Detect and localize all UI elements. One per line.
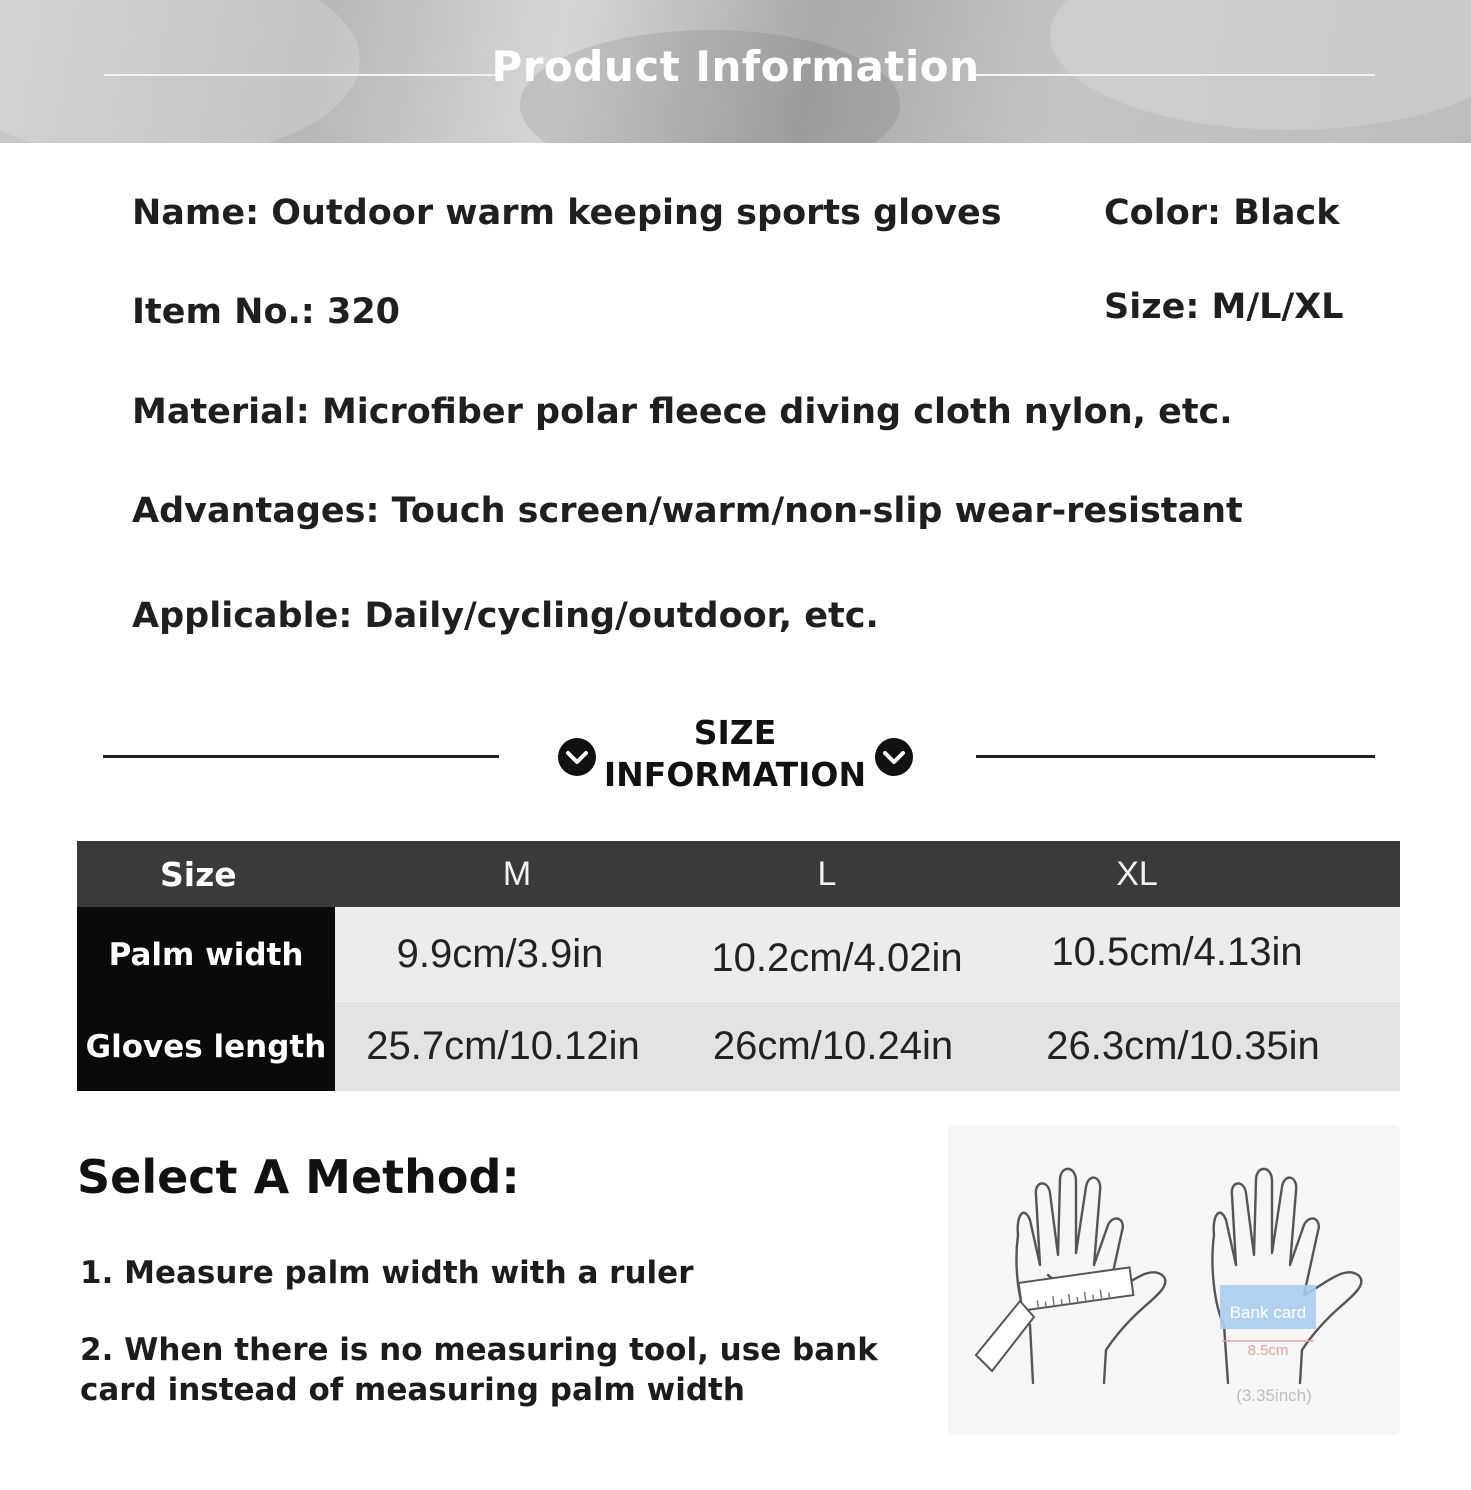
method-title: Select A Method: [77, 1150, 520, 1204]
header-title: Product Information [491, 42, 980, 91]
product-size: Size: M/L/XL [1104, 287, 1344, 327]
table-cell: 10.2cm/4.02in [711, 936, 963, 980]
table-cell: 10.5cm/4.13in [1051, 930, 1303, 974]
table-cell: 26.3cm/10.35in [1046, 1024, 1320, 1068]
measurement-illustration [948, 1125, 1400, 1435]
size-rule-right [976, 755, 1375, 758]
product-item-no: Item No.: 320 [132, 292, 401, 332]
method-step-1: 1. Measure palm width with a ruler [80, 1255, 694, 1291]
product-color: Color: Black [1104, 193, 1340, 233]
row-label-palm-width: Palm width [77, 907, 335, 1002]
table-row [77, 907, 1400, 1002]
product-name: Name: Outdoor warm keeping sports gloves [132, 193, 1002, 233]
method-step-2-line-1: 2. When there is no measuring tool, use bank [80, 1332, 878, 1368]
hands-diagram [948, 1125, 1400, 1435]
size-title-line2: INFORMATION [603, 755, 867, 794]
size-section-title [560, 712, 910, 796]
column-header-m: M [502, 854, 532, 893]
product-material: Material: Microfiber polar fleece diving cloth nylon, etc. [132, 392, 1233, 432]
bank-card-label: Bank card [1229, 1303, 1307, 1322]
header-banner [0, 0, 1471, 143]
row-label-gloves-length: Gloves length [77, 1002, 335, 1091]
table-header-row [77, 841, 1400, 907]
table-cell: 9.9cm/3.9in [396, 932, 604, 976]
column-header-l: L [817, 854, 837, 893]
method-step-2-line-2: card instead of measuring palm width [80, 1372, 745, 1408]
table-cell: 25.7cm/10.12in [366, 1024, 640, 1068]
column-header-xl: XL [1116, 854, 1158, 893]
table-row [77, 1002, 1400, 1091]
product-applicable: Applicable: Daily/cycling/outdoor, etc. [132, 596, 879, 636]
table-header-label: Size [160, 854, 237, 894]
table-cell: 26cm/10.24in [712, 1024, 954, 1068]
card-width-label: 8.5cm [1247, 1342, 1289, 1359]
ruler-icon [976, 1267, 1133, 1371]
size-title-line1: SIZE [693, 713, 777, 752]
size-rule-left [103, 755, 499, 758]
card-width-inch-label: (3.35inch) [1236, 1386, 1312, 1405]
product-advantages: Advantages: Touch screen/warm/non-slip wear-resistant [132, 491, 1243, 531]
